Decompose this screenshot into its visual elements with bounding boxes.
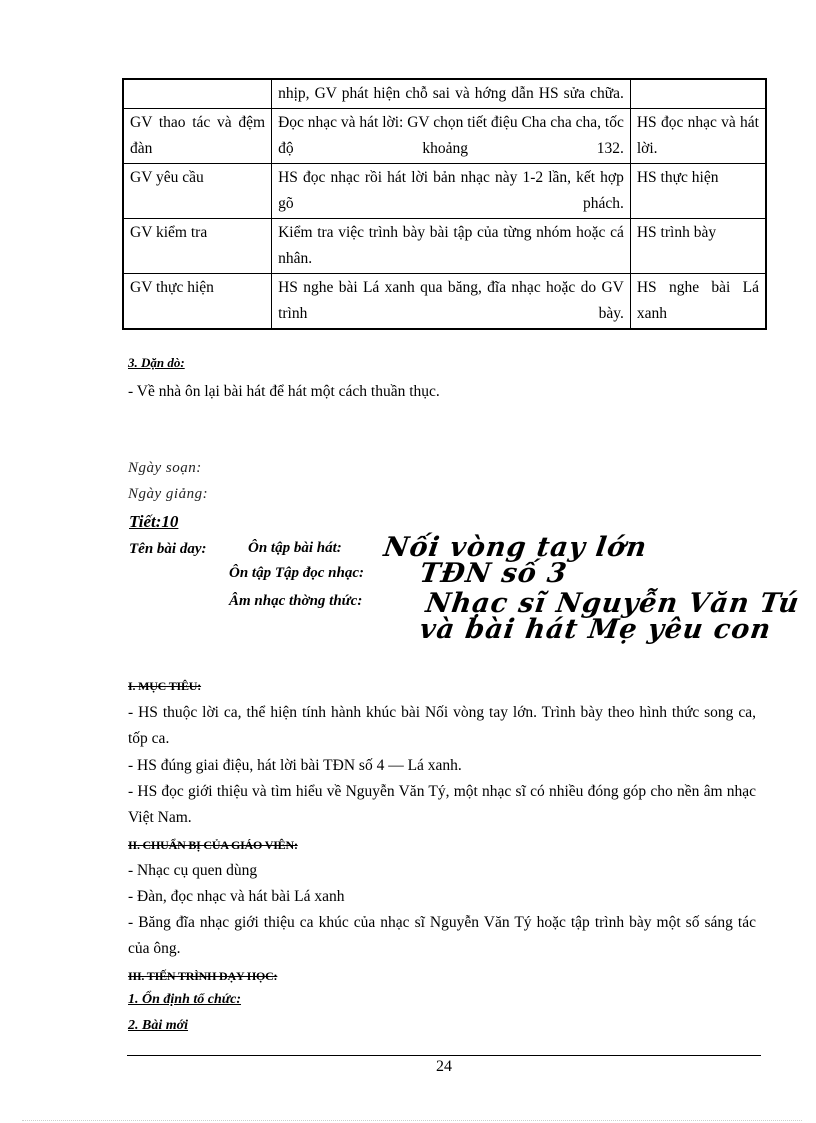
procedure-step-1: 1. Ổn định tổ chức:	[128, 992, 242, 1007]
preparation-item: - Băng đĩa nhạc giới thiệu ca khúc của nhạc sĩ Nguyễn Văn Tý hoặc tập trình bày một số sáng tác của ông.	[128, 914, 756, 957]
student-cell: HS nghe bài Lá xanh	[630, 273, 766, 329]
song-review-title: Nối vòng tay lớn	[381, 532, 650, 563]
preparation-item: - Đàn, đọc nhạc và hát bài Lá xanh	[128, 888, 345, 905]
footer-divider	[127, 1055, 761, 1056]
content-cell: HS nghe bài Lá xanh qua băng, đĩa nhạc hoặc do GV trình bày.	[272, 273, 631, 329]
page-number: 24	[436, 1058, 452, 1075]
homework-heading: 3. Dặn dò:	[128, 355, 185, 370]
music-knowledge-label: Âm nhạc thờng thức:	[229, 593, 363, 609]
content-cell: HS đọc nhạc rồi hát lời bản nhạc này 1-2 lần, kết hợp gõ phách.	[272, 163, 631, 218]
activity-table	[122, 78, 767, 330]
music-knowledge-title-2: và bài hát Mẹ yêu con	[417, 614, 774, 645]
objectives-heading: I. MỤC TIÊU:	[128, 679, 202, 693]
content-cell: Đọc nhạc và hát lời: GV chọn tiết điệu Cha cha cha, tốc độ khoảng 132.	[272, 108, 631, 163]
sight-reading-label: Ôn tập Tập đọc nhạc:	[229, 565, 364, 581]
table-row	[123, 218, 766, 273]
student-cell: HS thực hiện	[630, 163, 766, 218]
teaching-date-label: Ngày giảng:	[128, 486, 209, 502]
teacher-cell: GV yêu cầu	[123, 163, 272, 218]
table-row	[123, 108, 766, 163]
student-cell: HS đọc nhạc và hát lời.	[630, 108, 766, 163]
song-review-label: Ôn tập bài hát:	[248, 540, 342, 556]
prep-date-label: Ngày soạn:	[128, 460, 202, 476]
teacher-cell: GV kiểm tra	[123, 218, 272, 273]
student-cell: HS trình bày	[630, 218, 766, 273]
table-row	[123, 79, 766, 108]
preparation-heading: II. CHUẨN BỊ CỦA GIÁO VIÊN:	[128, 838, 298, 852]
lesson-name-label: Tên bài day:	[129, 541, 207, 557]
sight-reading-title: TĐN số 3	[417, 558, 570, 589]
procedure-step-2: 2. Bài mới	[128, 1018, 189, 1033]
page-edge	[22, 1120, 802, 1121]
objective-item: - HS đọc giới thiệu và tìm hiểu về Nguyễn Văn Tý, một nhạc sĩ có nhiều đóng góp cho nền âm nhạc Việt Nam.	[128, 783, 756, 826]
table-row	[123, 163, 766, 218]
content-cell: Kiểm tra việc trình bày bài tập của từng nhóm hoặc cá nhân.	[272, 218, 631, 273]
student-cell	[630, 79, 766, 108]
objective-item: - HS đúng giai điệu, hát lời bài TĐN số 4 — Lá xanh.	[128, 757, 462, 774]
teacher-cell	[123, 79, 272, 108]
content-cell: nhịp, GV phát hiện chỗ sai và hớng dẫn HS sửa chữa.	[272, 79, 631, 108]
teacher-cell: GV thực hiện	[123, 273, 272, 329]
teacher-cell: GV thao tác và đệm đàn	[123, 108, 272, 163]
period-number: Tiết:10	[129, 512, 179, 531]
music-knowledge-title-1: Nhạc sĩ Nguyễn Văn Tú	[423, 588, 802, 619]
table-row	[123, 273, 766, 329]
preparation-item: - Nhạc cụ quen dùng	[128, 862, 258, 879]
homework-text: - Về nhà ôn lại bài hát để hát một cách thuần thục.	[128, 383, 440, 400]
objective-item: - HS thuộc lời ca, thể hiện tính hành khúc bài Nối vòng tay lớn. Trình bày theo hình thức song ca, tốp ca.	[128, 704, 756, 747]
procedure-heading: III. TIẾN TRÌNH DẠY HỌC:	[128, 969, 278, 983]
